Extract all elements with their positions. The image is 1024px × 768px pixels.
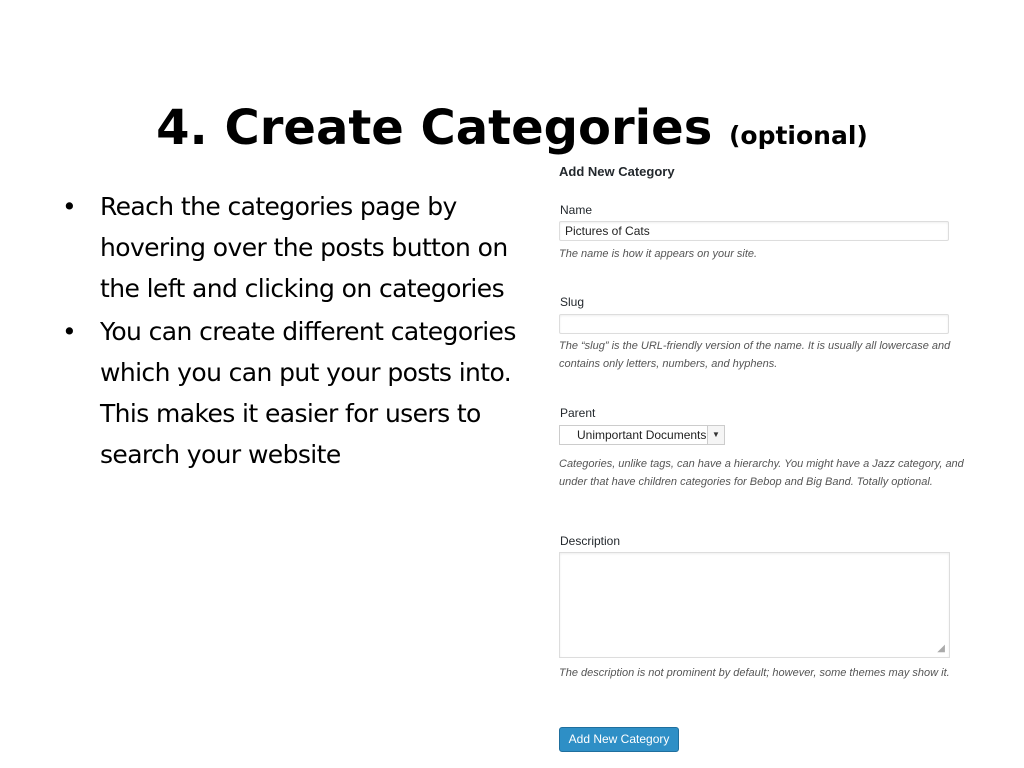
slug-hint: The “slug” is the URL-friendly version of the name. It is usually all lowercase and contains only letters, numbers, and hyphens. [559,340,951,370]
parent-selected-value: Unimportant Documents [577,428,707,442]
add-new-category-button[interactable]: Add New Category [559,727,679,752]
bullet-dot-icon: • [62,192,77,221]
bullet-dot-icon: • [62,317,77,346]
resize-grip-icon[interactable]: ◢ [937,643,945,654]
slug-input[interactable] [559,314,949,334]
name-label: Name [560,203,593,217]
bullet-text: You can create different categories which you can put your posts into. This makes it easier for users to search your website [100,317,516,469]
bullet-item [62,311,532,475]
parent-select[interactable] [559,425,725,445]
slide-title-main: 4. Create Categories [156,100,713,157]
bullet-text: Reach the categories page by hovering over the posts button on the left and clicking on categories [100,192,508,303]
name-hint: The name is how it appears on your site. [559,248,758,260]
slug-label: Slug [560,295,585,309]
slide-title-optional: (optional) [728,121,868,151]
parent-hint: Categories, unlike tags, can have a hierarchy. You might have a Jazz category, and under that have children categories for Bebop and Big Band. Totally optional. [559,458,964,488]
description-textarea[interactable] [559,552,950,658]
description-label: Description [560,534,621,548]
dropdown-arrow-icon[interactable]: ▼ [707,426,724,444]
parent-label: Parent [560,406,596,420]
bullet-list [62,186,532,477]
bullet-item [62,186,532,309]
description-hint: The description is not prominent by default; however, some themes may show it. [559,667,950,679]
name-input[interactable] [559,221,949,241]
slide-title [0,98,1024,166]
form-heading: Add New Category [559,164,675,179]
